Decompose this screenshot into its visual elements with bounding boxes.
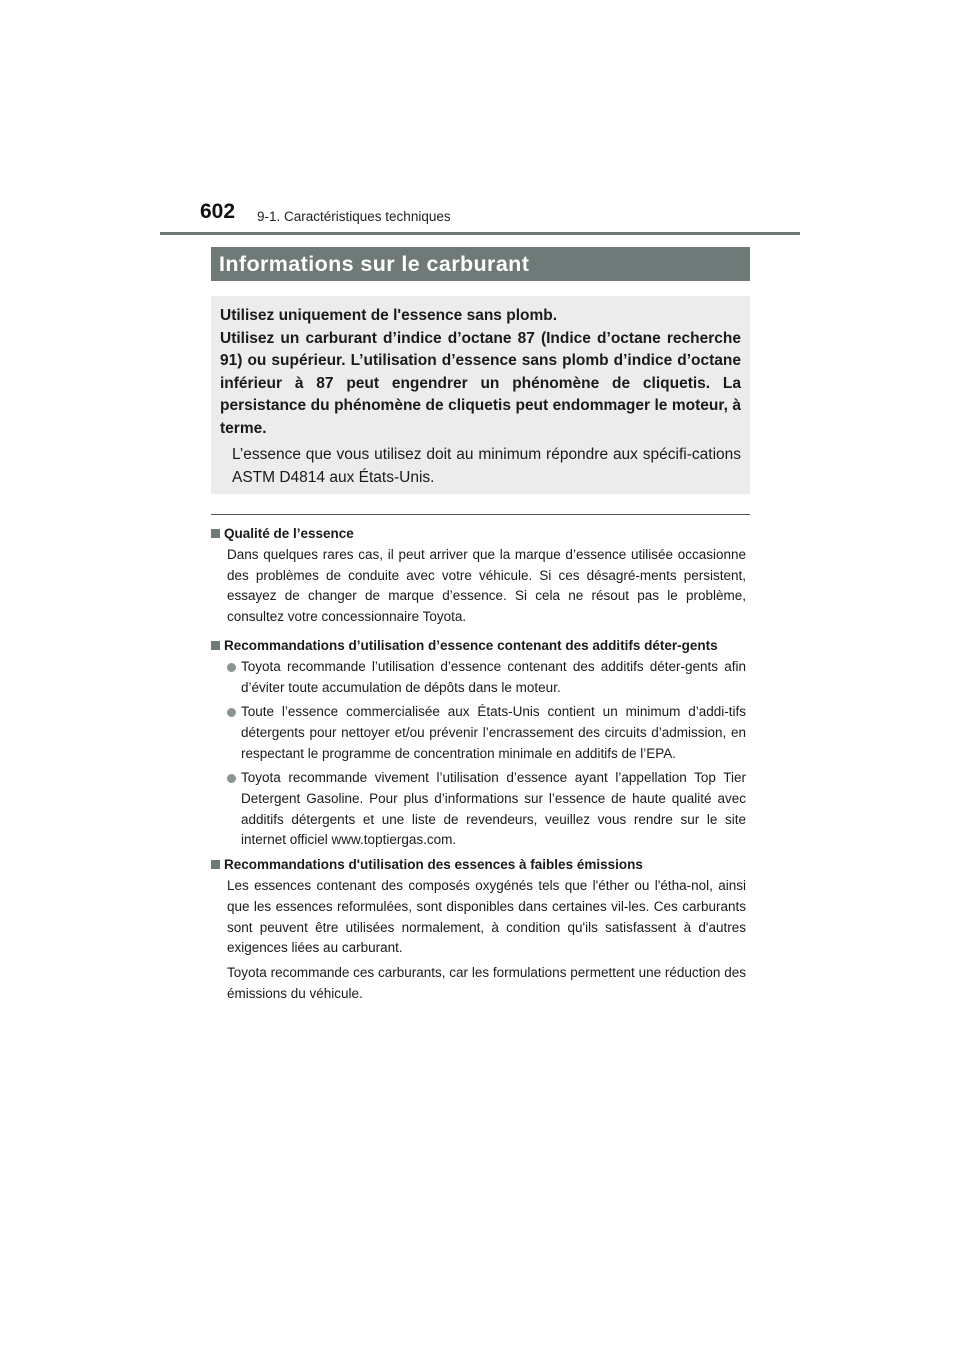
subheading-detergent <box>211 636 746 656</box>
list-item-text: Toyota recommande l’utilisation d’essence contenant des additifs déter-gents afin d’éviter toute accumulation de dépôts dans le moteur. <box>241 658 746 695</box>
intro-note: L’essence que vous utilisez doit au minimum répondre aux spécifi-cations ASTM D4814 aux États-Unis. <box>232 446 741 486</box>
subheading-low-emission <box>211 855 746 875</box>
round-bullet-icon <box>227 708 236 717</box>
subheading-quality <box>211 524 746 544</box>
low-emission-paragraph-1: Les essences contenant des composés oxygénés tels que l'éther ou l'étha-nol, ainsi que les essences reformulées, sont disponibles dans certaines vil-les. Ces carburants sont peuvent être utilisées normalement, à condition qu'ils satisfassent à d'autres exigences liées au carburant. <box>227 878 746 956</box>
quality-paragraph: Dans quelques rares cas, il peut arriver que la marque d’essence utilisée occasionne des problèmes de conduite avec votre véhicule. Si ces désagré-ments persistent, essayez de changer de marque d’essence. Si cela ne résout pas le problème, consultez votre concessionnaire Toyota. <box>227 547 746 625</box>
running-head: 9-1. Caractéristiques techniques <box>257 209 451 224</box>
intro-box <box>211 296 750 494</box>
list-item-text: Toyota recommande vivement l’utilisation d’essence ayant l’appellation Top Tier Detergent Gasoline. Pour plus d’informations sur l’essence de haute qualité avec additifs détergents et une liste de revendeurs, veuillez vous rendre sur le site internet officiel www.toptiergas.com. <box>241 770 746 848</box>
page-number: 602 <box>200 200 236 223</box>
divider-rule <box>211 514 750 515</box>
list-item-text: Toute l’essence commercialisée aux États-Unis contient un minimum d’addi-tifs détergents pour nettoyer et/ou prévenir l’encrassement des circuits d’admission, en respectant le programme de concentration minimale en additifs de l’EPA. <box>241 704 746 761</box>
content-body <box>211 524 746 1008</box>
intro-bold-paragraph: Utilisez un carburant d’indice d’octane 87 (Indice d’octane recherche 91) ou supérieur. L’utilisation d’essence sans plomb d’indice d’octane inférieur à 87 peut engendrer un phénomène de cliquetis. La persistance du phénomène de cliquetis peut endommager le moteur, à terme. <box>220 329 741 437</box>
square-bullet-icon <box>211 860 220 869</box>
low-emission-paragraph-2: Toyota recommande ces carburants, car les formulations permettent une réduction des émissions du véhicule. <box>227 964 746 1001</box>
round-bullet-icon <box>227 663 236 672</box>
section-title: Informations sur le carburant <box>219 251 530 276</box>
subheading-low-emission-text: Recommandations d'utilisation des essences à faibles émissions <box>224 857 643 873</box>
subheading-quality-text: Qualité de l’essence <box>224 526 354 541</box>
list-item <box>227 657 746 698</box>
square-bullet-icon <box>211 529 220 538</box>
subheading-detergent-text: Recommandations d’utilisation d’essence contenant des additifs déter-gents <box>224 637 718 653</box>
round-bullet-icon <box>227 774 236 783</box>
square-bullet-icon <box>211 641 220 650</box>
list-item <box>227 768 746 851</box>
intro-bold-line: Utilisez uniquement de l'essence sans plomb. <box>220 307 558 324</box>
list-item <box>227 702 746 764</box>
header-rule <box>160 232 800 235</box>
section-title-bar <box>211 247 750 281</box>
